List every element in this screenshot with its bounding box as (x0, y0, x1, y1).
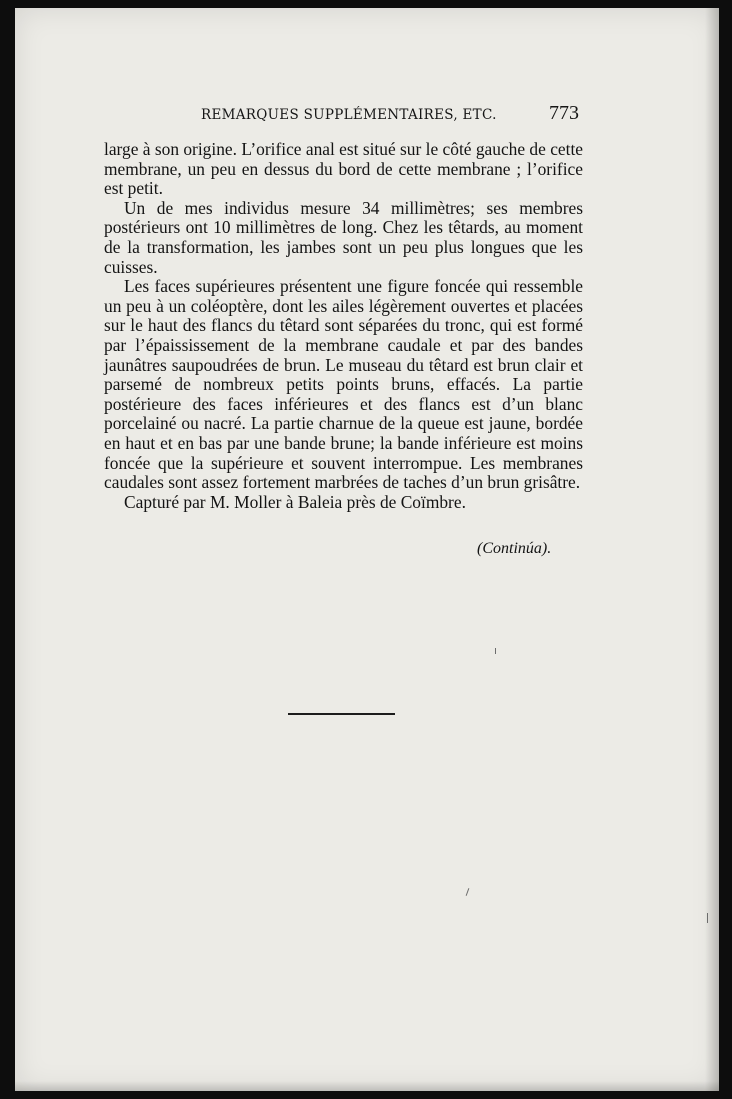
paragraph-1: large à son origine. L’orifice anal est situé sur le côté gauche de cette membrane, un peu en dessus du bord de cette membrane ; l’orifice est petit. (104, 139, 584, 199)
book-page (15, 8, 719, 1091)
paragraph-4: Capturé par M. Moller à Baleia près de Coïmbre. (124, 491, 466, 512)
paragraph-3: Les faces supérieures présentent une figure foncée qui ressemble un peu à un coléoptère, dont les ailes légèrement ouvertes et placées sur le haut des flancs du têtard sont séparées du tronc, qui est formé par l’épaississement de la membrane caudale et par des bandes jaunâtres saupoudrées de brun. Le museau du têtard est brun clair et parsemé de nombreux petits points bruns, effacés. La partie postérieure des faces inférieures et des flancs est d’un blanc porcelainé ou nacré. La partie charnue de la queue est jaune, bordée en haut et en bas par une bande brune; la bande inférieure est moins foncée que la supérieure et souvent interrompue. Les membranes caudales sont assez fortement marbrées de taches d’un brun grisâtre. (104, 276, 583, 493)
page-bottom-shadow (15, 1081, 719, 1091)
scan-speck (466, 888, 470, 896)
paragraph-2: Un de mes individus mesure 34 millimètres; ses membres postérieurs ont 10 millimètres de long. Chez les têtards, au moment de la transformation, les jambes sont un peu plus longues que les cuisses. (104, 197, 583, 277)
page-gutter-shadow (705, 8, 719, 1091)
scan-speck (495, 648, 496, 654)
continuation-note: (Continúa). (477, 540, 552, 557)
running-head: REMARQUES SUPPLÉMENTAIRES, ETC. (201, 107, 497, 123)
body-text (104, 140, 583, 512)
scan-speck (707, 913, 708, 923)
end-rule (288, 713, 395, 715)
page-number: 773 (549, 102, 579, 124)
